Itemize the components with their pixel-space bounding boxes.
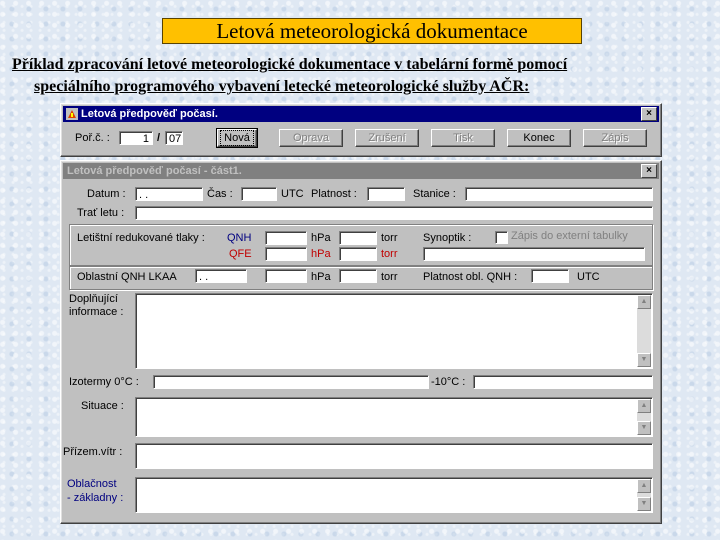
main-close-icon[interactable]: × [641,107,657,121]
area-qnh-torr-unit: torr [381,271,398,283]
isotherm-0-field[interactable] [153,375,429,389]
qnh-torr-field[interactable] [339,231,377,245]
synoptic-label: Synoptik : [423,232,472,244]
record-current-field[interactable]: 1 [119,131,153,145]
new-button-label: Nová [224,132,250,144]
scroll-down-icon[interactable]: ▼ [637,421,651,435]
cancel-button[interactable]: Zrušení [355,129,419,147]
area-qnh-hpa-field[interactable] [265,269,307,283]
slide-subtitle-line2: speciálního programového vybavení letecké meteorologické služby AČR: [34,78,530,95]
qfe-hpa-field[interactable] [265,247,307,261]
qfe-label: QFE [229,248,252,260]
time-field[interactable] [241,187,277,201]
route-field[interactable] [135,206,653,220]
record-total-field[interactable]: 07 [165,131,183,145]
validity-field[interactable] [367,187,405,201]
qnh-hpa-unit: hPa [311,232,331,244]
app-icon [66,108,78,120]
scroll-down-icon[interactable]: ▼ [637,497,651,511]
additional-info-label-1: Doplňující [69,293,118,305]
cloud-base-scrollbar[interactable] [637,479,651,511]
time-unit: UTC [281,188,304,200]
main-window-titlebar[interactable] [63,106,659,122]
main-window [60,103,662,157]
slide-title: Letová meteorologická dokumentace [162,18,582,44]
situation-label: Situace : [81,400,124,412]
qnh-hpa-field[interactable] [265,231,307,245]
area-qnh-hpa-unit: hPa [311,271,331,283]
area-validity-field[interactable] [531,269,569,283]
scroll-up-icon[interactable]: ▲ [637,399,651,413]
external-table-checkbox[interactable] [495,231,508,244]
save-button[interactable]: Zápis [583,129,647,147]
area-qnh-torr-field[interactable] [339,269,377,283]
situation-textarea[interactable] [135,397,653,437]
validity-label: Platnost : [311,188,357,200]
pressure-group-label: Letištní redukované tlaky : [77,232,205,244]
area-qnh-date-field[interactable]: . . [195,269,247,283]
additional-info-scrollbar[interactable] [637,295,651,367]
part1-close-icon[interactable]: × [641,164,657,178]
end-button[interactable]: Konec [507,129,571,147]
station-label: Stanice : [413,188,456,200]
external-table-label: Zápis do externí tabulky [511,230,628,242]
scroll-down-icon[interactable]: ▼ [637,353,651,367]
qfe-torr-unit: torr [381,248,398,260]
time-label: Čas : [207,188,233,200]
isotherm-0-label: Izotermy 0°C : [69,376,139,388]
edit-button[interactable]: Oprava [279,129,343,147]
surface-wind-field[interactable] [135,443,653,469]
surface-wind-label: Přízem.vítr : [63,446,123,458]
scroll-up-icon[interactable]: ▲ [637,479,651,493]
cloud-label-2: - základny : [67,492,124,504]
date-label: Datum : [87,188,126,200]
qnh-label: QNH [227,232,252,244]
cloud-base-textarea[interactable] [135,477,653,513]
qfe-torr-field[interactable] [339,247,377,261]
scroll-up-icon[interactable]: ▲ [637,295,651,309]
isotherm-minus10-label: -10°C : [431,376,466,388]
area-qnh-label: Oblastní QNH LKAA [77,271,177,283]
record-separator: / [157,132,161,144]
qnh-torr-unit: torr [381,232,398,244]
isotherm-minus10-field[interactable] [473,375,653,389]
part1-window-titlebar[interactable] [63,163,659,179]
additional-info-label-2: informace : [69,306,124,318]
main-window-title: Letová předpověď počasí. [81,108,218,120]
part1-window-title: Letová předpověď počasí - část1. [67,165,242,177]
synoptic-field[interactable] [423,247,645,261]
new-button[interactable] [217,129,257,147]
station-field[interactable] [465,187,653,201]
qfe-hpa-unit: hPa [311,248,331,260]
record-label: Poř.č. : [75,132,110,144]
situation-scrollbar[interactable] [637,399,651,435]
additional-info-textarea[interactable] [135,293,653,369]
slide-subtitle [12,54,712,98]
route-label: Trať letu : [77,207,125,219]
area-validity-label: Platnost obl. QNH : [423,271,518,283]
part1-window [60,160,662,524]
area-validity-unit: UTC [577,271,600,283]
slide-subtitle-line1: Příklad zpracování letové meteorologické dokumentace v tabelární formě pomocí [12,56,568,73]
print-button[interactable]: Tisk [431,129,495,147]
cloud-label-1: Oblačnost [67,478,117,490]
date-field[interactable]: . . [135,187,203,201]
